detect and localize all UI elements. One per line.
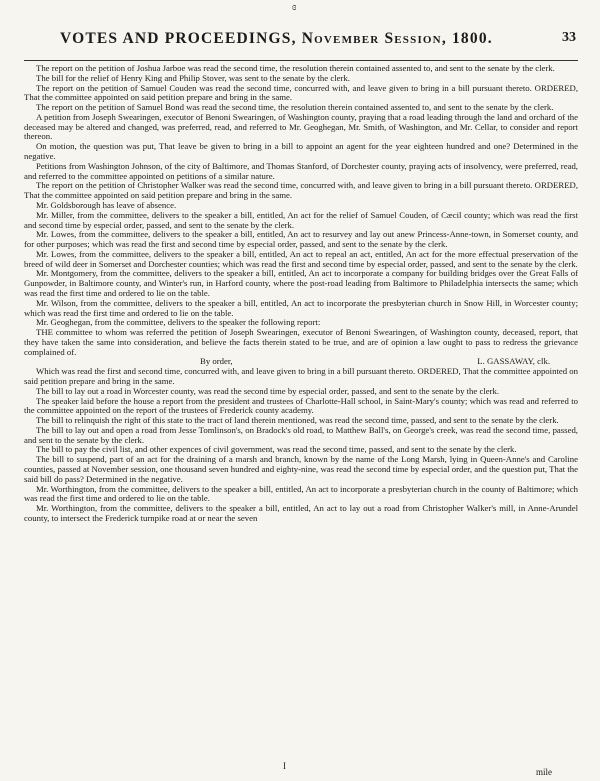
paragraph: Mr. Goldsborough has leave of absence.: [36, 199, 177, 210]
paragraph: Mr. Worthington, from the committee, delivers to the speaker a bill, entitled, An act to incorporate a presbyterian church in the county of Baltimore; which was read the first time and ordered to lie on the table.: [24, 483, 578, 504]
paragraph: The bill for the relief of Henry King and Philip Stover, was sent to the senate by the clerk.: [36, 72, 350, 83]
page-title: VOTES AND PROCEEDINGS, November Session, 1800.: [60, 30, 493, 47]
page-number: 33: [562, 30, 576, 45]
paragraph: The bill to pay the civil list, and other expences of civil government, was read the second time, passed, and sent to the senate by the clerk.: [36, 444, 517, 455]
committee-report: THE committee to whom was referred the petition of Joseph Swearingen, executor of Benoni Swearingen, of Washington county, deceased, report, that they have taken the same into consideration, and believe the facts therein stated to be true, and are of opinion a law ought to pass to redress the grievance complained of.: [24, 327, 578, 357]
paragraph: On motion, the question was put, That leave be given to bring in a bill to appoint an agent for the year eighteen hundred and one? Determined in the negative.: [24, 141, 578, 162]
paragraph: Mr. Geoghegan, from the committee, delivers to the speaker the following report:: [36, 317, 321, 328]
paragraph: The bill to lay out a road in Worcester county, was read the second time by especial order, passed, and sent to the senate by the clerk.: [36, 385, 500, 396]
paragraph: The report on the petition of Joshua Jarboe was read the second time, the resolution therein contained assented to, and sent to the senate by the clerk.: [36, 63, 555, 73]
signature-by-order: By order,: [200, 356, 233, 367]
paragraph: Mr. Lowes, from the committee, delivers to the speaker a bill, entitled, An act to repeal an act, entitled, An act for the more effectual preservation of the breed of wild deer in Somerset and Dorchester counties; which was read the first and second time by especial order, passed, and sent to the senate by the clerk.: [24, 248, 578, 269]
paragraph: Mr. Worthington, from the committee, delivers to the speaker a bill, entitled, An act to lay out a road from Christopher Walker's mill, in Anne-Arundel county, to intersect the Frederick turnpike road at or near the seven: [24, 503, 578, 523]
paragraph: A petition from Joseph Swearingen, executor of Benoni Swearingen, of Washington county, praying that a road leading through the land and orchard of the deceased may be altered and changed, was preferred, read, and referred to Mr. Geoghegan, Mr. Smith, of Washington, and Mr. Cellar, to consider and report thereon.: [24, 111, 578, 142]
document-body: [24, 64, 578, 524]
paragraph: The report on the petition of Samuel Couden was read the second time, concurred with, and leave given to bring in a bill pursuant thereto. ORDERED, That the committee appointed on said petition prepare and bring in the same.: [24, 82, 578, 103]
paragraph: The speaker laid before the house a report from the president and trustees of Charlotte-Hall school, in Saint-Mary's county; which was read and referred to the committee appointed on the report of the trustees of Frederick county academy.: [24, 395, 578, 416]
running-header: [24, 30, 578, 61]
paragraph: The report on the petition of Samuel Bond was read the second time, the resolution therein contained assented to, and sent to the senate by the clerk.: [36, 102, 554, 113]
paragraph: The bill to relinquish the right of this state to the tract of land therein mentioned, was read the second time, passed, and sent to the senate by the clerk.: [36, 415, 559, 426]
paragraph: Mr. Wilson, from the committee, delivers to the speaker a bill, entitled, An act to incorporate the presbyterian church in Snow Hill, in Worcester county; which was read the first time and ordered to lie on the table.: [24, 297, 578, 318]
paragraph: Mr. Miller, from the committee, delivers to the speaker a bill, entitled, An act for the relief of Samuel Couden, of Cæcil county; which was read the first and second time by especial order, passed, and sent to the senate by the clerk.: [24, 209, 578, 230]
paragraph: Mr. Montgomery, from the committee, delivers to the speaker a bill, entitled, An act to incorporate a company for building bridges over the Great Falls of Gunpowder, in Baltimore county, and Winter's run, in Harford county, where the post-road leading from Baltimore to Philadelphia intersects the same; which was read the first time and ordered to lie on the table.: [24, 268, 578, 298]
paragraph: Which was read the first and second time, concurred with, and leave given to bring in a bill pursuant thereto. ORDERED, That the committee appointed on said petition prepare and bring in the same.: [24, 366, 578, 386]
signature-mark: I: [283, 761, 286, 771]
catchword: mile: [536, 767, 552, 777]
ornament-icon: ɞ: [292, 2, 297, 13]
paragraph: Mr. Lowes, from the committee, delivers to the speaker a bill, entitled, An act to resurvey and lay out anew Princess-Anne-town, in Somerset county, and for other purposes; which was read the first and second time by especial order, passed, and sent to the senate by the clerk.: [24, 229, 578, 250]
paragraph: The bill to suspend, part of an act for the draining of a marsh and branch, known by the name of the Long Marsh, lying in Queen-Anne's and Caroline counties, passed at November session, one thousand seven hundred and eighty-nine, was read the second time by especial order, and the question put, That the said bill do pass? Determined in the negative.: [24, 454, 578, 484]
paragraph: Petitions from Washington Johnson, of the city of Baltimore, and Thomas Stanford, of Dorchester county, praying acts of insolvency, were preferred, read, and referred to the committee appointed on petitions of a similar nature.: [24, 160, 578, 181]
paragraph: The report on the petition of Christopher Walker was read the second time, concurred with, and leave given to bring in a bill pursuant thereto. ORDERED, That the committee appointed on said petition prepare and bring in the same.: [24, 180, 578, 201]
signature-clerk: L. GASSAWAY, clk.: [477, 356, 550, 367]
paragraph: The bill to lay out and open a road from Jesse Tomlinson's, on Bradock's old road, to Matthew Ball's, on George's creek, was read the second time, passed, and sent to the senate by the clerk.: [24, 424, 578, 445]
